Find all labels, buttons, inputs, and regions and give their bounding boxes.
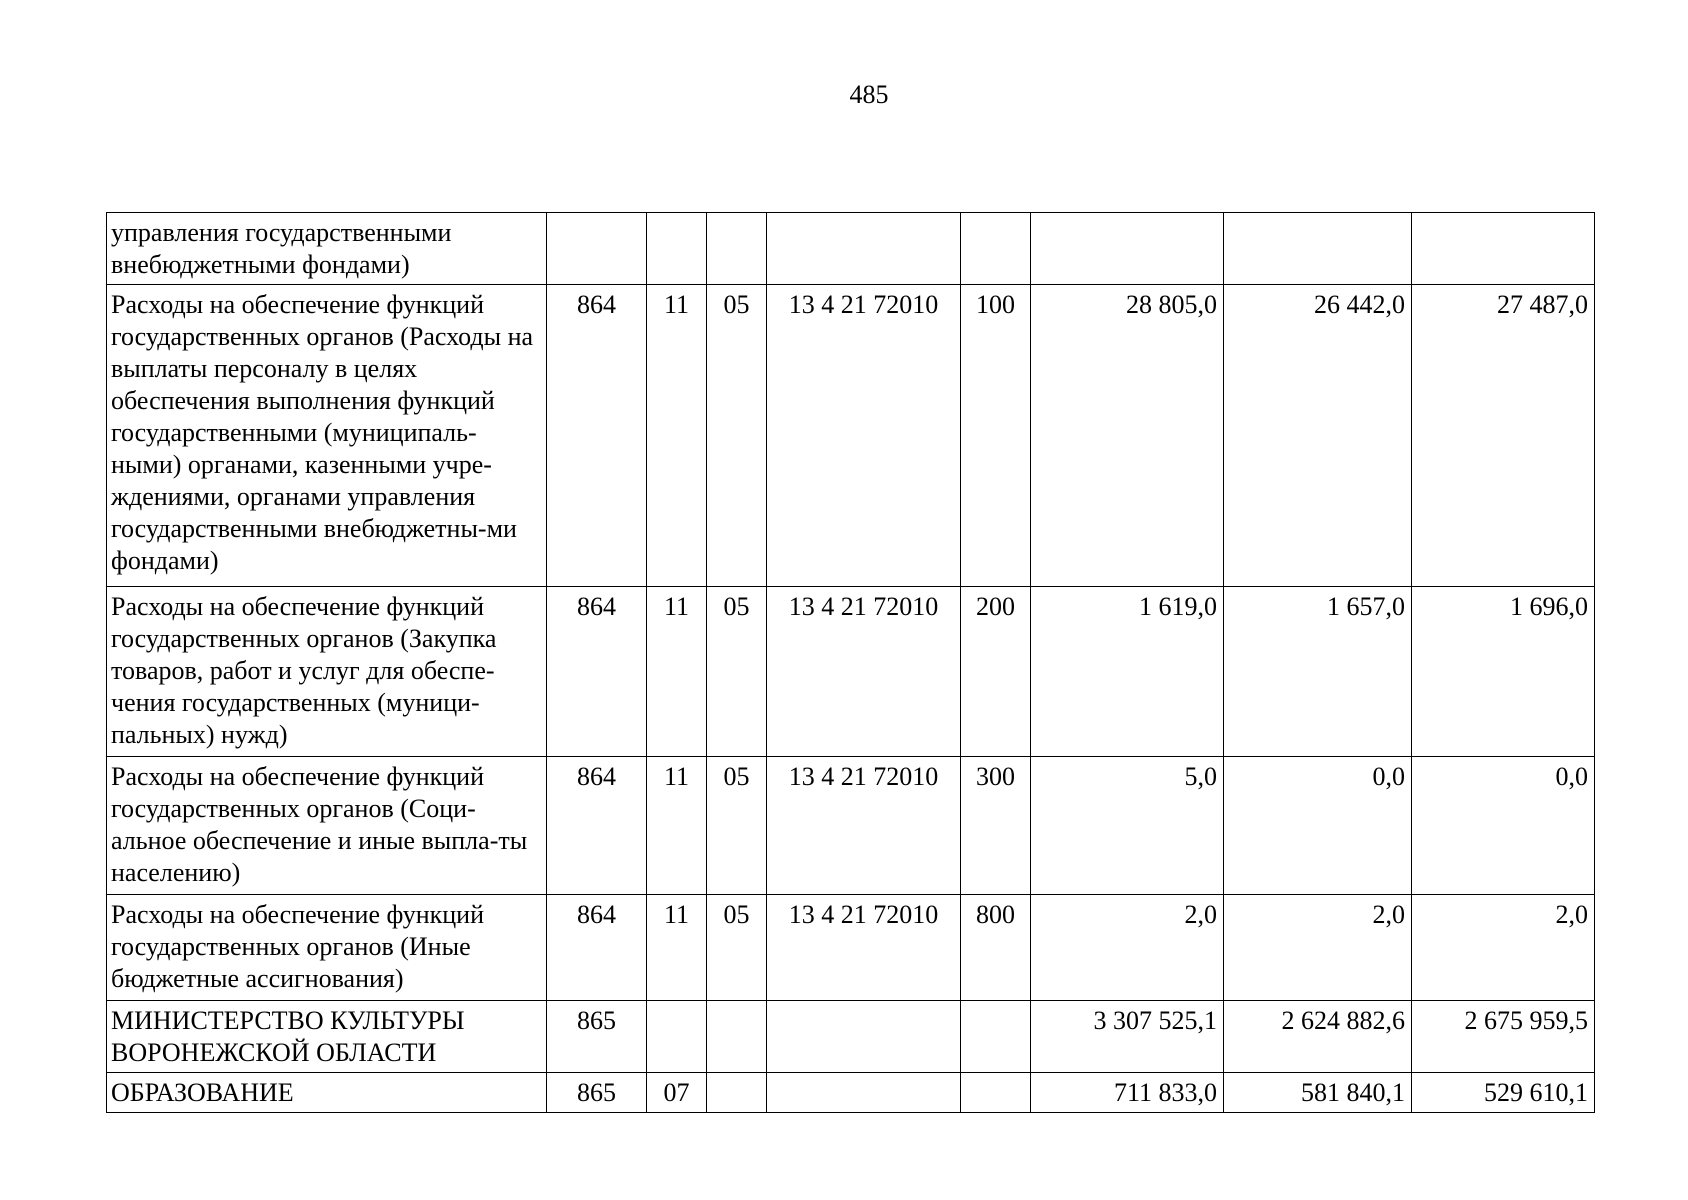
amount-year-2 [1224, 213, 1412, 285]
subsection-code [707, 1073, 767, 1113]
target-article-code: 13 4 21 72010 [767, 757, 961, 895]
amount-year-3 [1412, 213, 1595, 285]
section-code: 11 [647, 587, 707, 757]
amount-year-1: 2,0 [1031, 895, 1224, 1001]
budget-table [106, 212, 1595, 1113]
target-article-code [767, 1073, 961, 1113]
ministry-code: 864 [547, 587, 647, 757]
amount-year-1: 5,0 [1031, 757, 1224, 895]
table-row [107, 285, 1595, 587]
table-row [107, 1001, 1595, 1073]
target-article-code: 13 4 21 72010 [767, 587, 961, 757]
ministry-code [547, 213, 647, 285]
ministry-code: 865 [547, 1073, 647, 1113]
amount-year-3: 27 487,0 [1412, 285, 1595, 587]
row-description: Расходы на обеспечение функций государственных органов (Иные бюджетные ассигнования) [107, 895, 547, 1001]
expense-type-code [961, 1073, 1031, 1113]
amount-year-3: 529 610,1 [1412, 1073, 1595, 1113]
amount-year-2: 2 624 882,6 [1224, 1001, 1412, 1073]
amount-year-1: 28 805,0 [1031, 285, 1224, 587]
subsection-code: 05 [707, 895, 767, 1001]
subsection-code: 05 [707, 757, 767, 895]
amount-year-1 [1031, 213, 1224, 285]
amount-year-1: 1 619,0 [1031, 587, 1224, 757]
expense-type-code [961, 213, 1031, 285]
amount-year-1: 711 833,0 [1031, 1073, 1224, 1113]
ministry-code: 864 [547, 285, 647, 587]
table-row [107, 587, 1595, 757]
row-description: ОБРАЗОВАНИЕ [107, 1073, 547, 1113]
row-description: Расходы на обеспечение функций государственных органов (Закупка товаров, работ и услуг для обеспе-чения государственных (муници-пальных) нужд) [107, 587, 547, 757]
amount-year-2: 26 442,0 [1224, 285, 1412, 587]
section-code: 11 [647, 757, 707, 895]
table-row [107, 757, 1595, 895]
amount-year-2: 581 840,1 [1224, 1073, 1412, 1113]
target-article-code: 13 4 21 72010 [767, 895, 961, 1001]
table-row [107, 1073, 1595, 1113]
section-code [647, 213, 707, 285]
amount-year-3: 1 696,0 [1412, 587, 1595, 757]
row-description: Расходы на обеспечение функций государственных органов (Расходы на выплаты персоналу в целях обеспечения выполнения функций государственными (муниципаль-ными) органами, казенными учре-ждениями, органами управления государственными внебюджетны-ми фондами) [107, 285, 547, 587]
expense-type-code: 300 [961, 757, 1031, 895]
amount-year-3: 0,0 [1412, 757, 1595, 895]
expense-type-code: 800 [961, 895, 1031, 1001]
section-code: 11 [647, 285, 707, 587]
section-code [647, 1001, 707, 1073]
amount-year-2: 0,0 [1224, 757, 1412, 895]
target-article-code [767, 1001, 961, 1073]
amount-year-2: 1 657,0 [1224, 587, 1412, 757]
section-code: 07 [647, 1073, 707, 1113]
subsection-code: 05 [707, 285, 767, 587]
subsection-code: 05 [707, 587, 767, 757]
amount-year-1: 3 307 525,1 [1031, 1001, 1224, 1073]
page-number: 485 [849, 80, 889, 109]
amount-year-3: 2 675 959,5 [1412, 1001, 1595, 1073]
section-code: 11 [647, 895, 707, 1001]
ministry-code: 865 [547, 1001, 647, 1073]
expense-type-code: 100 [961, 285, 1031, 587]
subsection-code [707, 213, 767, 285]
expense-type-code [961, 1001, 1031, 1073]
ministry-code: 864 [547, 895, 647, 1001]
target-article-code: 13 4 21 72010 [767, 285, 961, 587]
row-description: Расходы на обеспечение функций государственных органов (Соци-альное обеспечение и иные выпла-ты населению) [107, 757, 547, 895]
expense-type-code: 200 [961, 587, 1031, 757]
target-article-code [767, 213, 961, 285]
row-description: МИНИСТЕРСТВО КУЛЬТУРЫ ВОРОНЕЖСКОЙ ОБЛАСТИ [107, 1001, 547, 1073]
row-description: управления государственными внебюджетными фондами) [107, 213, 547, 285]
ministry-code: 864 [547, 757, 647, 895]
table-row [107, 213, 1595, 285]
table-row [107, 895, 1595, 1001]
subsection-code [707, 1001, 767, 1073]
amount-year-3: 2,0 [1412, 895, 1595, 1001]
amount-year-2: 2,0 [1224, 895, 1412, 1001]
